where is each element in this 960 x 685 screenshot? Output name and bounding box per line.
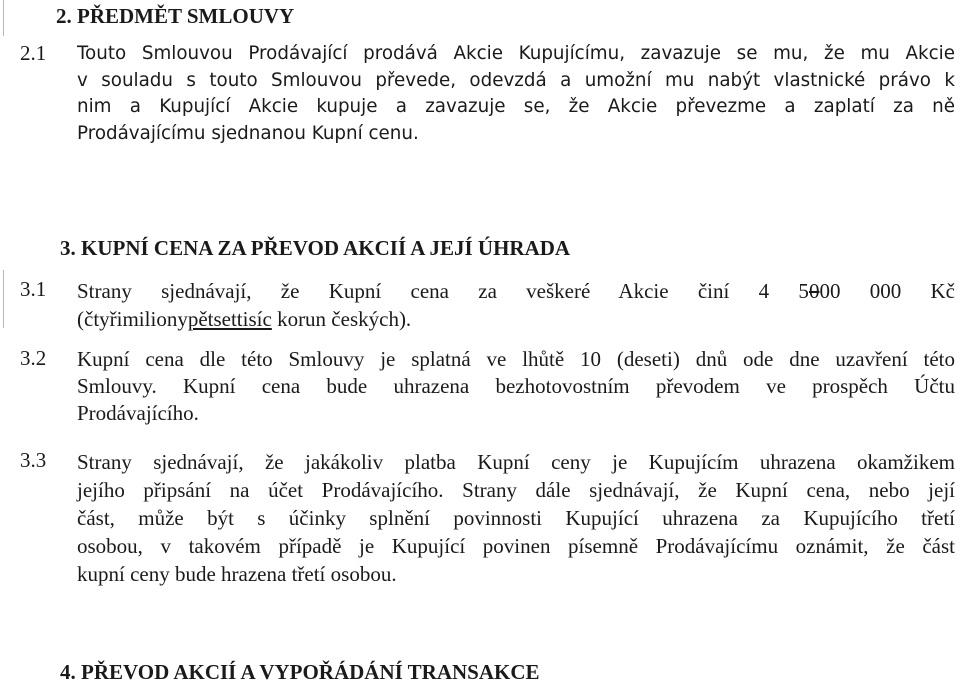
revision-bar-3-1: [3, 270, 4, 328]
clause-3-1-text: [77, 277, 955, 333]
inserted-word: pětsettisíc: [187, 307, 272, 331]
deleted-digit: 0: [808, 279, 820, 303]
section-3-heading: 3. KUPNÍ CENA ZA PŘEVOD AKCIÍ A JEJÍ ÚHRADA: [60, 236, 571, 260]
clause-line: Strany sjednávají, že jakákoliv platba Kupní ceny je Kupujícím uhrazena okamžikem: [77, 450, 955, 474]
clause-3-1-text-d: korun českých).: [271, 307, 412, 331]
clause-3-1-text-a: Strany sjednávají, že Kupní cena za veškeré Akcie činí 4 5: [77, 279, 809, 303]
clause-2-1-number: 2.1: [20, 41, 47, 65]
clause-line: nim a Kupující Akcie kupuje a zavazuje se, že Akcie převezme a zaplatí za ně: [77, 96, 955, 117]
clause-3-3-text: [77, 448, 955, 588]
clause-line: osobou, v takovém případě je Kupující povinen písemně Prodávajícímu oznámit, že část: [77, 534, 955, 558]
clause-line: [77, 277, 955, 305]
clause-line: Touto Smlouvou Prodávající prodává Akcie Kupujícímu, zavazuje se mu, že mu Akcie: [77, 43, 955, 64]
revision-bar-top: [3, 0, 4, 36]
clause-2-1-text: [77, 41, 955, 147]
clause-3-2-text: [77, 346, 955, 427]
clause-line: Prodávajícího.: [77, 401, 199, 425]
clause-line: Prodávajícímu sjednanou Kupní cenu.: [77, 122, 419, 144]
section-2-heading: 2. PŘEDMĚT SMLOUVY: [56, 4, 295, 28]
clause-3-1-text-b: 00 000 Kč: [819, 279, 955, 303]
clause-3-3-number: 3.3: [20, 448, 47, 472]
clause-line: Smlouvy. Kupní cena bude uhrazena bezhotovostním převodem ve prospěch Účtu: [77, 374, 955, 398]
clause-line: část, může být s účinky splnění povinnosti Kupující uhrazena za Kupujícího třetí: [77, 506, 955, 530]
clause-line: Kupní cena dle této Smlouvy je splatná ve lhůtě 10 (deseti) dnů ode dne uzavření této: [77, 347, 955, 371]
clause-line: v souladu s touto Smlouvou převede, odevzdá a umožní mu nabýt vlastnické právo k: [77, 69, 955, 91]
clause-line: kupní ceny bude hrazena třetí osobou.: [77, 562, 397, 586]
clause-3-1-number: 3.1: [20, 277, 47, 301]
clause-3-1-text-c: (čtyřimiliony: [77, 307, 188, 331]
clause-line: jejího připsání na účet Prodávajícího. Strany dále sjednávají, že Kupní cena, nebo její: [77, 478, 955, 502]
section-4-heading: 4. PŘEVOD AKCIÍ A VYPOŘÁDÁNÍ TRANSAKCE: [60, 660, 540, 684]
clause-line: [77, 305, 955, 333]
clause-3-2-number: 3.2: [20, 346, 47, 370]
